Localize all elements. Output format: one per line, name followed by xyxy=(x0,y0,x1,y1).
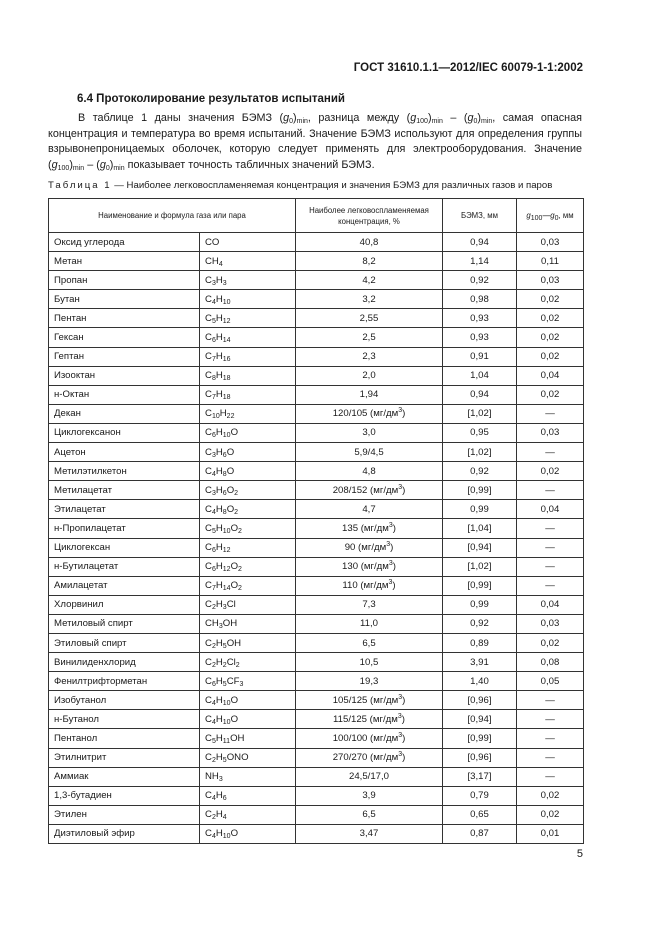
cell-difference: 0,02 xyxy=(517,328,584,347)
cell-gas-name: Пентанол xyxy=(49,729,200,748)
cell-gas-name: н-Бутанол xyxy=(49,710,200,729)
cell-mesg: [0,99] xyxy=(443,729,517,748)
cell-mesg: [0,99] xyxy=(443,481,517,500)
header-concentration: Наиболее легковоспламеняемая концентрация, % xyxy=(296,199,443,233)
cell-mesg: 0,65 xyxy=(443,805,517,824)
cell-formula: $C_6H_{12}$ xyxy=(200,538,296,557)
cell-difference: 0,04 xyxy=(517,366,584,385)
cell-formula: $CH_4$ xyxy=(200,252,296,271)
table-body xyxy=(49,233,584,844)
table-row xyxy=(49,328,584,347)
cell-difference: 0,02 xyxy=(517,309,584,328)
cell-difference: — xyxy=(517,576,584,595)
cell-concentration: 130 $(мг/дм^3)$ xyxy=(296,557,443,576)
cell-formula: $C_4H_{10}O$ xyxy=(200,710,296,729)
cell-concentration: 8,2 xyxy=(296,252,443,271)
cell-formula: $C_2H_5ONO$ xyxy=(200,748,296,767)
cell-difference: — xyxy=(517,767,584,786)
cell-mesg: [0,94] xyxy=(443,538,517,557)
cell-gas-name: Метан xyxy=(49,252,200,271)
cell-concentration: 2,55 xyxy=(296,309,443,328)
cell-difference: — xyxy=(517,691,584,710)
table-row xyxy=(49,767,584,786)
cell-formula: $C_3H_6O$ xyxy=(200,443,296,462)
table-row xyxy=(49,347,584,366)
cell-mesg: [0,99] xyxy=(443,576,517,595)
cell-formula: $CH_3OH$ xyxy=(200,614,296,633)
cell-mesg: 1,04 xyxy=(443,366,517,385)
cell-gas-name: н-Октан xyxy=(49,385,200,404)
cell-formula: $C_7H_{18}$ xyxy=(200,385,296,404)
cell-mesg: 0,92 xyxy=(443,614,517,633)
cell-formula: $C_7H_{14}O_2$ xyxy=(200,576,296,595)
table-row xyxy=(49,443,584,462)
cell-gas-name: Пропан xyxy=(49,271,200,290)
cell-concentration: 6,5 xyxy=(296,633,443,652)
cell-concentration: 10,5 xyxy=(296,653,443,672)
cell-gas-name: Декан xyxy=(49,404,200,423)
cell-concentration: 3,0 xyxy=(296,423,443,442)
cell-concentration: 208/152 $(мг/дм^3)$ xyxy=(296,481,443,500)
cell-difference: 0,02 xyxy=(517,633,584,652)
cell-difference: 0,02 xyxy=(517,385,584,404)
cell-formula: $C_4H_6$ xyxy=(200,786,296,805)
table-row xyxy=(49,252,584,271)
cell-gas-name: Изобутанол xyxy=(49,691,200,710)
page-number: 5 xyxy=(576,848,583,860)
cell-formula: $C_{10}H_{22}$ xyxy=(200,404,296,423)
cell-formula: $C_4H_{10}O$ xyxy=(200,824,296,843)
table-row xyxy=(49,500,584,519)
cell-mesg: [0,96] xyxy=(443,748,517,767)
cell-formula: $C_5H_{12}$ xyxy=(200,309,296,328)
cell-mesg: 0,99 xyxy=(443,595,517,614)
cell-mesg: 0,79 xyxy=(443,786,517,805)
data-table xyxy=(48,198,584,844)
cell-mesg: [3,17] xyxy=(443,767,517,786)
cell-mesg: [0,94] xyxy=(443,710,517,729)
cell-gas-name: Аммиак xyxy=(49,767,200,786)
cell-mesg: 0,93 xyxy=(443,309,517,328)
table-row xyxy=(49,710,584,729)
table-row xyxy=(49,519,584,538)
cell-difference: 0,08 xyxy=(517,653,584,672)
cell-formula: $C_5H_{11}OH$ xyxy=(200,729,296,748)
cell-gas-name: Этилен xyxy=(49,805,200,824)
cell-gas-name: н-Пропилацетат xyxy=(49,519,200,538)
cell-concentration: 7,3 xyxy=(296,595,443,614)
cell-concentration: 4,7 xyxy=(296,500,443,519)
cell-mesg: 0,95 xyxy=(443,423,517,442)
table-row xyxy=(49,786,584,805)
cell-difference: 0,11 xyxy=(517,252,584,271)
cell-mesg: 0,93 xyxy=(443,328,517,347)
cell-formula: $C_3H_6O_2$ xyxy=(200,481,296,500)
cell-gas-name: Ацетон xyxy=(49,443,200,462)
table-row xyxy=(49,481,584,500)
cell-gas-name: Изооктан xyxy=(49,366,200,385)
cell-difference: 0,04 xyxy=(517,595,584,614)
cell-mesg: 0,89 xyxy=(443,633,517,652)
cell-difference: 0,02 xyxy=(517,805,584,824)
table-row xyxy=(49,290,584,309)
cell-gas-name: Циклогексан xyxy=(49,538,200,557)
table-caption: Таблица 1 — Наиболее легковоспламеняемая концентрация и значения БЭМЗ для различных газов и паров xyxy=(48,180,553,191)
table-row xyxy=(49,748,584,767)
cell-concentration: 270/270 $(мг/дм^3)$ xyxy=(296,748,443,767)
cell-gas-name: Винилиденхлорид xyxy=(49,653,200,672)
cell-difference: — xyxy=(517,404,584,423)
cell-gas-name: Метилацетат xyxy=(49,481,200,500)
cell-concentration: 24,5/17,0 xyxy=(296,767,443,786)
cell-formula: $C_4H_{10}O$ xyxy=(200,691,296,710)
table-row xyxy=(49,366,584,385)
table-row xyxy=(49,576,584,595)
cell-difference: 0,05 xyxy=(517,672,584,691)
cell-difference: 0,04 xyxy=(517,500,584,519)
cell-difference: 0,02 xyxy=(517,347,584,366)
cell-gas-name: Пентан xyxy=(49,309,200,328)
cell-difference: — xyxy=(517,443,584,462)
header-difference: $g_{100}—g_0$, мм xyxy=(517,199,584,233)
cell-formula: CO xyxy=(200,233,296,252)
cell-concentration: 105/125 $(мг/дм^3)$ xyxy=(296,691,443,710)
cell-difference: 0,03 xyxy=(517,233,584,252)
cell-difference: 0,03 xyxy=(517,423,584,442)
cell-mesg: 0,94 xyxy=(443,385,517,404)
cell-formula: $C_4H_8O$ xyxy=(200,462,296,481)
table-row xyxy=(49,557,584,576)
cell-mesg: 0,91 xyxy=(443,347,517,366)
cell-difference: — xyxy=(517,481,584,500)
cell-gas-name: Циклогексанон xyxy=(49,423,200,442)
cell-gas-name: Фенилтрифторметан xyxy=(49,672,200,691)
cell-gas-name: Амилацетат xyxy=(49,576,200,595)
cell-concentration: 3,47 xyxy=(296,824,443,843)
cell-concentration: 6,5 xyxy=(296,805,443,824)
cell-mesg: [1,04] xyxy=(443,519,517,538)
table-row xyxy=(49,672,584,691)
table-header-row xyxy=(49,199,584,233)
table-row xyxy=(49,653,584,672)
cell-gas-name: Метилэтилкетон xyxy=(49,462,200,481)
cell-concentration: 135 $(мг/дм^3)$ xyxy=(296,519,443,538)
cell-concentration: 5,9/4,5 xyxy=(296,443,443,462)
cell-formula: $C_2H_3Cl$ xyxy=(200,595,296,614)
cell-concentration: 4,2 xyxy=(296,271,443,290)
table-row xyxy=(49,309,584,328)
table-row xyxy=(49,538,584,557)
cell-concentration: 90 $(мг/дм^3)$ xyxy=(296,538,443,557)
header-name: Наименование и формула газа или пара xyxy=(49,199,296,233)
cell-mesg: 0,92 xyxy=(443,462,517,481)
cell-difference: — xyxy=(517,748,584,767)
cell-mesg: [0,96] xyxy=(443,691,517,710)
cell-formula: $C_6H_{10}O$ xyxy=(200,423,296,442)
cell-gas-name: Метиловый спирт xyxy=(49,614,200,633)
cell-formula: $C_4H_8O_2$ xyxy=(200,500,296,519)
cell-formula: $C_4H_{10}$ xyxy=(200,290,296,309)
cell-formula: $C_2H_2Cl_2$ xyxy=(200,653,296,672)
cell-formula: $C_5H_{10}O_2$ xyxy=(200,519,296,538)
cell-mesg: 0,98 xyxy=(443,290,517,309)
cell-difference: — xyxy=(517,557,584,576)
cell-formula: $C_8H_{18}$ xyxy=(200,366,296,385)
cell-concentration: 115/125 $(мг/дм^3)$ xyxy=(296,710,443,729)
cell-difference: 0,02 xyxy=(517,290,584,309)
cell-gas-name: Этилнитрит xyxy=(49,748,200,767)
cell-mesg: 1,14 xyxy=(443,252,517,271)
cell-gas-name: Хлорвинил xyxy=(49,595,200,614)
table-row xyxy=(49,614,584,633)
cell-concentration: 1,94 xyxy=(296,385,443,404)
cell-mesg: 3,91 xyxy=(443,653,517,672)
header-mesg: БЭМЗ, мм xyxy=(443,199,517,233)
cell-formula: $C_6H_5CF_3$ xyxy=(200,672,296,691)
cell-mesg: 1,40 xyxy=(443,672,517,691)
cell-difference: 0,01 xyxy=(517,824,584,843)
cell-gas-name: Бутан xyxy=(49,290,200,309)
table-row xyxy=(49,404,584,423)
cell-concentration: 3,9 xyxy=(296,786,443,805)
cell-concentration: 2,5 xyxy=(296,328,443,347)
table-row xyxy=(49,633,584,652)
table-row xyxy=(49,729,584,748)
cell-formula: $C_6H_{14}$ xyxy=(200,328,296,347)
table-row xyxy=(49,385,584,404)
table-row xyxy=(49,595,584,614)
cell-concentration: 4,8 xyxy=(296,462,443,481)
cell-gas-name: Гексан xyxy=(49,328,200,347)
cell-difference: — xyxy=(517,538,584,557)
cell-gas-name: 1,3-бутадиен xyxy=(49,786,200,805)
cell-mesg: [1,02] xyxy=(443,443,517,462)
cell-formula: $C_7H_{16}$ xyxy=(200,347,296,366)
body-paragraph: В таблице 1 даны значения БЭМЗ $(g_0)_{min}$, разница между $(g_{100})_{min} - (g_0)_{min}$, самая опасная концентрация и температура во время испытаний. Значение БЭМЗ используют для определения группы взрывонепроницаемых оболочек, которую следует применять для электрооборудования. Значение $(g_{100})_{min} - (g_0)_{min}$ показывает точность табличных значений БЭМЗ. xyxy=(48,112,582,172)
table-row xyxy=(49,233,584,252)
document-header: ГОСТ 31610.1.1—2012/IEC 60079-1-1:2002 xyxy=(353,62,583,74)
cell-concentration: 3,2 xyxy=(296,290,443,309)
cell-mesg: 0,87 xyxy=(443,824,517,843)
cell-difference: 0,02 xyxy=(517,462,584,481)
cell-formula: $C_3H_3$ xyxy=(200,271,296,290)
cell-formula: $C_2H_4$ xyxy=(200,805,296,824)
cell-gas-name: Этилацетат xyxy=(49,500,200,519)
cell-difference: — xyxy=(517,710,584,729)
cell-concentration: 40,8 xyxy=(296,233,443,252)
table-row xyxy=(49,824,584,843)
cell-concentration: 19,3 xyxy=(296,672,443,691)
cell-mesg: 0,94 xyxy=(443,233,517,252)
cell-gas-name: н-Бутилацетат xyxy=(49,557,200,576)
cell-mesg: [1,02] xyxy=(443,404,517,423)
cell-gas-name: Гептан xyxy=(49,347,200,366)
cell-formula: $C_6H_{12}O_2$ xyxy=(200,557,296,576)
cell-formula: $C_2H_5OH$ xyxy=(200,633,296,652)
table-row xyxy=(49,691,584,710)
cell-concentration: 2,3 xyxy=(296,347,443,366)
cell-difference: 0,02 xyxy=(517,786,584,805)
cell-concentration: 11,0 xyxy=(296,614,443,633)
cell-mesg: 0,99 xyxy=(443,500,517,519)
cell-mesg: [1,02] xyxy=(443,557,517,576)
table-row xyxy=(49,805,584,824)
table-row xyxy=(49,271,584,290)
cell-concentration: 120/105 $(мг/дм^3)$ xyxy=(296,404,443,423)
cell-difference: 0,03 xyxy=(517,614,584,633)
section-title: 6.4 Протоколирование результатов испытаний xyxy=(77,93,346,105)
cell-gas-name: Этиловый спирт xyxy=(49,633,200,652)
table-row xyxy=(49,423,584,442)
table-row xyxy=(49,462,584,481)
cell-difference: — xyxy=(517,729,584,748)
cell-gas-name: Оксид углерода xyxy=(49,233,200,252)
cell-difference: — xyxy=(517,519,584,538)
cell-concentration: 110 $(мг/дм^3)$ xyxy=(296,576,443,595)
cell-mesg: 0,92 xyxy=(443,271,517,290)
cell-concentration: 2,0 xyxy=(296,366,443,385)
cell-difference: 0,03 xyxy=(517,271,584,290)
cell-formula: $NH_3$ xyxy=(200,767,296,786)
cell-gas-name: Диэтиловый эфир xyxy=(49,824,200,843)
cell-concentration: 100/100 $(мг/дм^3)$ xyxy=(296,729,443,748)
